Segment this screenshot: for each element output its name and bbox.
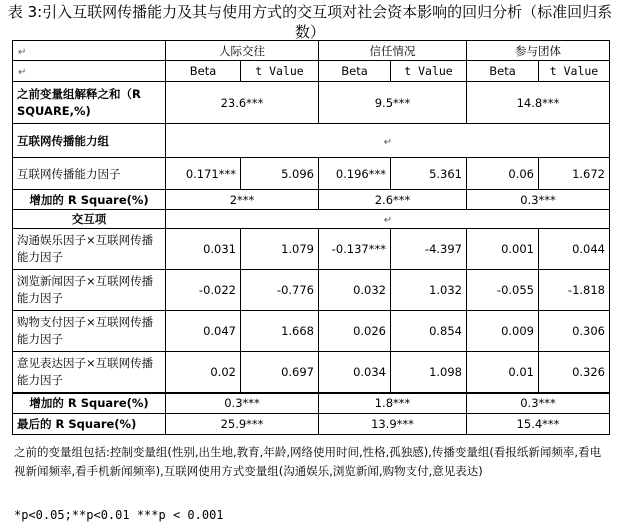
group-header: 参与团体	[467, 41, 610, 61]
interaction-header-row	[13, 210, 610, 229]
sub-header: Beta	[166, 61, 241, 82]
row-label: 最后的 R Square(%)	[13, 414, 166, 435]
t-cell: -0.776	[241, 270, 319, 311]
row-label: 互联网传播能力组	[13, 124, 166, 158]
beta-cell: 0.001	[467, 229, 539, 270]
row-label: 交互项	[13, 210, 166, 229]
sub-header: Beta	[467, 61, 539, 82]
interaction-row	[13, 270, 610, 311]
interaction-row	[13, 311, 610, 352]
significance-note: *p<0.05;**p<0.01 ***p < 0.001	[14, 508, 224, 522]
t-cell: 1.098	[391, 352, 467, 393]
row-label: 购物支付因子×互联网传播能力因子	[13, 311, 166, 352]
merged-value: 2.6***	[319, 190, 467, 210]
row-label: 增加的 R Square(%)	[13, 190, 166, 210]
empty-cell: ↵	[166, 124, 610, 158]
beta-cell: 0.02	[166, 352, 241, 393]
beta-cell: 0.047	[166, 311, 241, 352]
merged-value: 15.4***	[467, 414, 610, 435]
beta-cell: -0.022	[166, 270, 241, 311]
t-cell: -4.397	[391, 229, 467, 270]
merged-value: 9.5***	[319, 82, 467, 124]
beta-cell: 0.034	[319, 352, 391, 393]
corner-cell: ↵	[13, 61, 166, 82]
merged-value: 2***	[166, 190, 319, 210]
table-caption: 表 3:引入互联网传播能力及其与使用方式的交互项对社会资本影响的回归分析（标准回归系数）	[7, 3, 613, 41]
beta-cell: 0.032	[319, 270, 391, 311]
t-cell: 0.854	[391, 311, 467, 352]
regression-table	[12, 40, 610, 435]
group-header-row	[13, 41, 610, 61]
beta-cell: -0.055	[467, 270, 539, 311]
merged-value: 0.3***	[467, 190, 610, 210]
sub-header: t Value	[391, 61, 467, 82]
t-cell: 5.361	[391, 158, 467, 190]
sub-header: t Value	[539, 61, 610, 82]
t-cell: 0.697	[241, 352, 319, 393]
added-r2-row	[13, 190, 610, 210]
sub-header-row	[13, 61, 610, 82]
corner-cell: ↵	[13, 41, 166, 61]
ability-group-row	[13, 124, 610, 158]
t-cell: 1.672	[539, 158, 610, 190]
t-cell: 0.326	[539, 352, 610, 393]
ability-factor-row	[13, 158, 610, 190]
empty-cell: ↵	[166, 210, 610, 229]
beta-cell: 0.031	[166, 229, 241, 270]
merged-value: 0.3***	[166, 393, 319, 414]
row-label: 互联网传播能力因子	[13, 158, 166, 190]
beta-cell: 0.171***	[166, 158, 241, 190]
added-r2-row	[13, 393, 610, 414]
interaction-row	[13, 229, 610, 270]
row-label: 浏览新闻因子×互联网传播能力因子	[13, 270, 166, 311]
final-r2-row	[13, 414, 610, 435]
merged-value: 25.9***	[166, 414, 319, 435]
row-label: 增加的 R Square(%)	[13, 393, 166, 414]
t-cell: 0.306	[539, 311, 610, 352]
t-cell: 1.668	[241, 311, 319, 352]
table-note: 之前的变量组包括:控制变量组(性别,出生地,教育,年龄,网络使用时间,性格,孤独感),传播变量组(看报纸新闻频率,看电视新闻频率,看手机新闻频率),互联网使用方式变量组(沟通娱乐,浏览新闻,购物支付,意见表达)	[14, 445, 602, 478]
sub-header: Beta	[319, 61, 391, 82]
sub-header: t Value	[241, 61, 319, 82]
group-header: 人际交往	[166, 41, 319, 61]
beta-cell: 0.01	[467, 352, 539, 393]
t-cell: 0.044	[539, 229, 610, 270]
merged-value: 1.8***	[319, 393, 467, 414]
row-label: 沟通娱乐因子×互联网传播能力因子	[13, 229, 166, 270]
row-label: 之前变量组解释之和（R SQUARE,%)	[13, 82, 166, 124]
t-cell: 5.096	[241, 158, 319, 190]
t-cell: 1.032	[391, 270, 467, 311]
beta-cell: 0.026	[319, 311, 391, 352]
interaction-row	[13, 352, 610, 393]
prior-r2-row	[13, 82, 610, 124]
row-label: 意见表达因子×互联网传播能力因子	[13, 352, 166, 393]
t-cell: -1.818	[539, 270, 610, 311]
beta-cell: 0.06	[467, 158, 539, 190]
merged-value: 23.6***	[166, 82, 319, 124]
merged-value: 13.9***	[319, 414, 467, 435]
beta-cell: 0.009	[467, 311, 539, 352]
t-cell: 1.079	[241, 229, 319, 270]
beta-cell: 0.196***	[319, 158, 391, 190]
merged-value: 14.8***	[467, 82, 610, 124]
group-header: 信任情况	[319, 41, 467, 61]
beta-cell: -0.137***	[319, 229, 391, 270]
merged-value: 0.3***	[467, 393, 610, 414]
